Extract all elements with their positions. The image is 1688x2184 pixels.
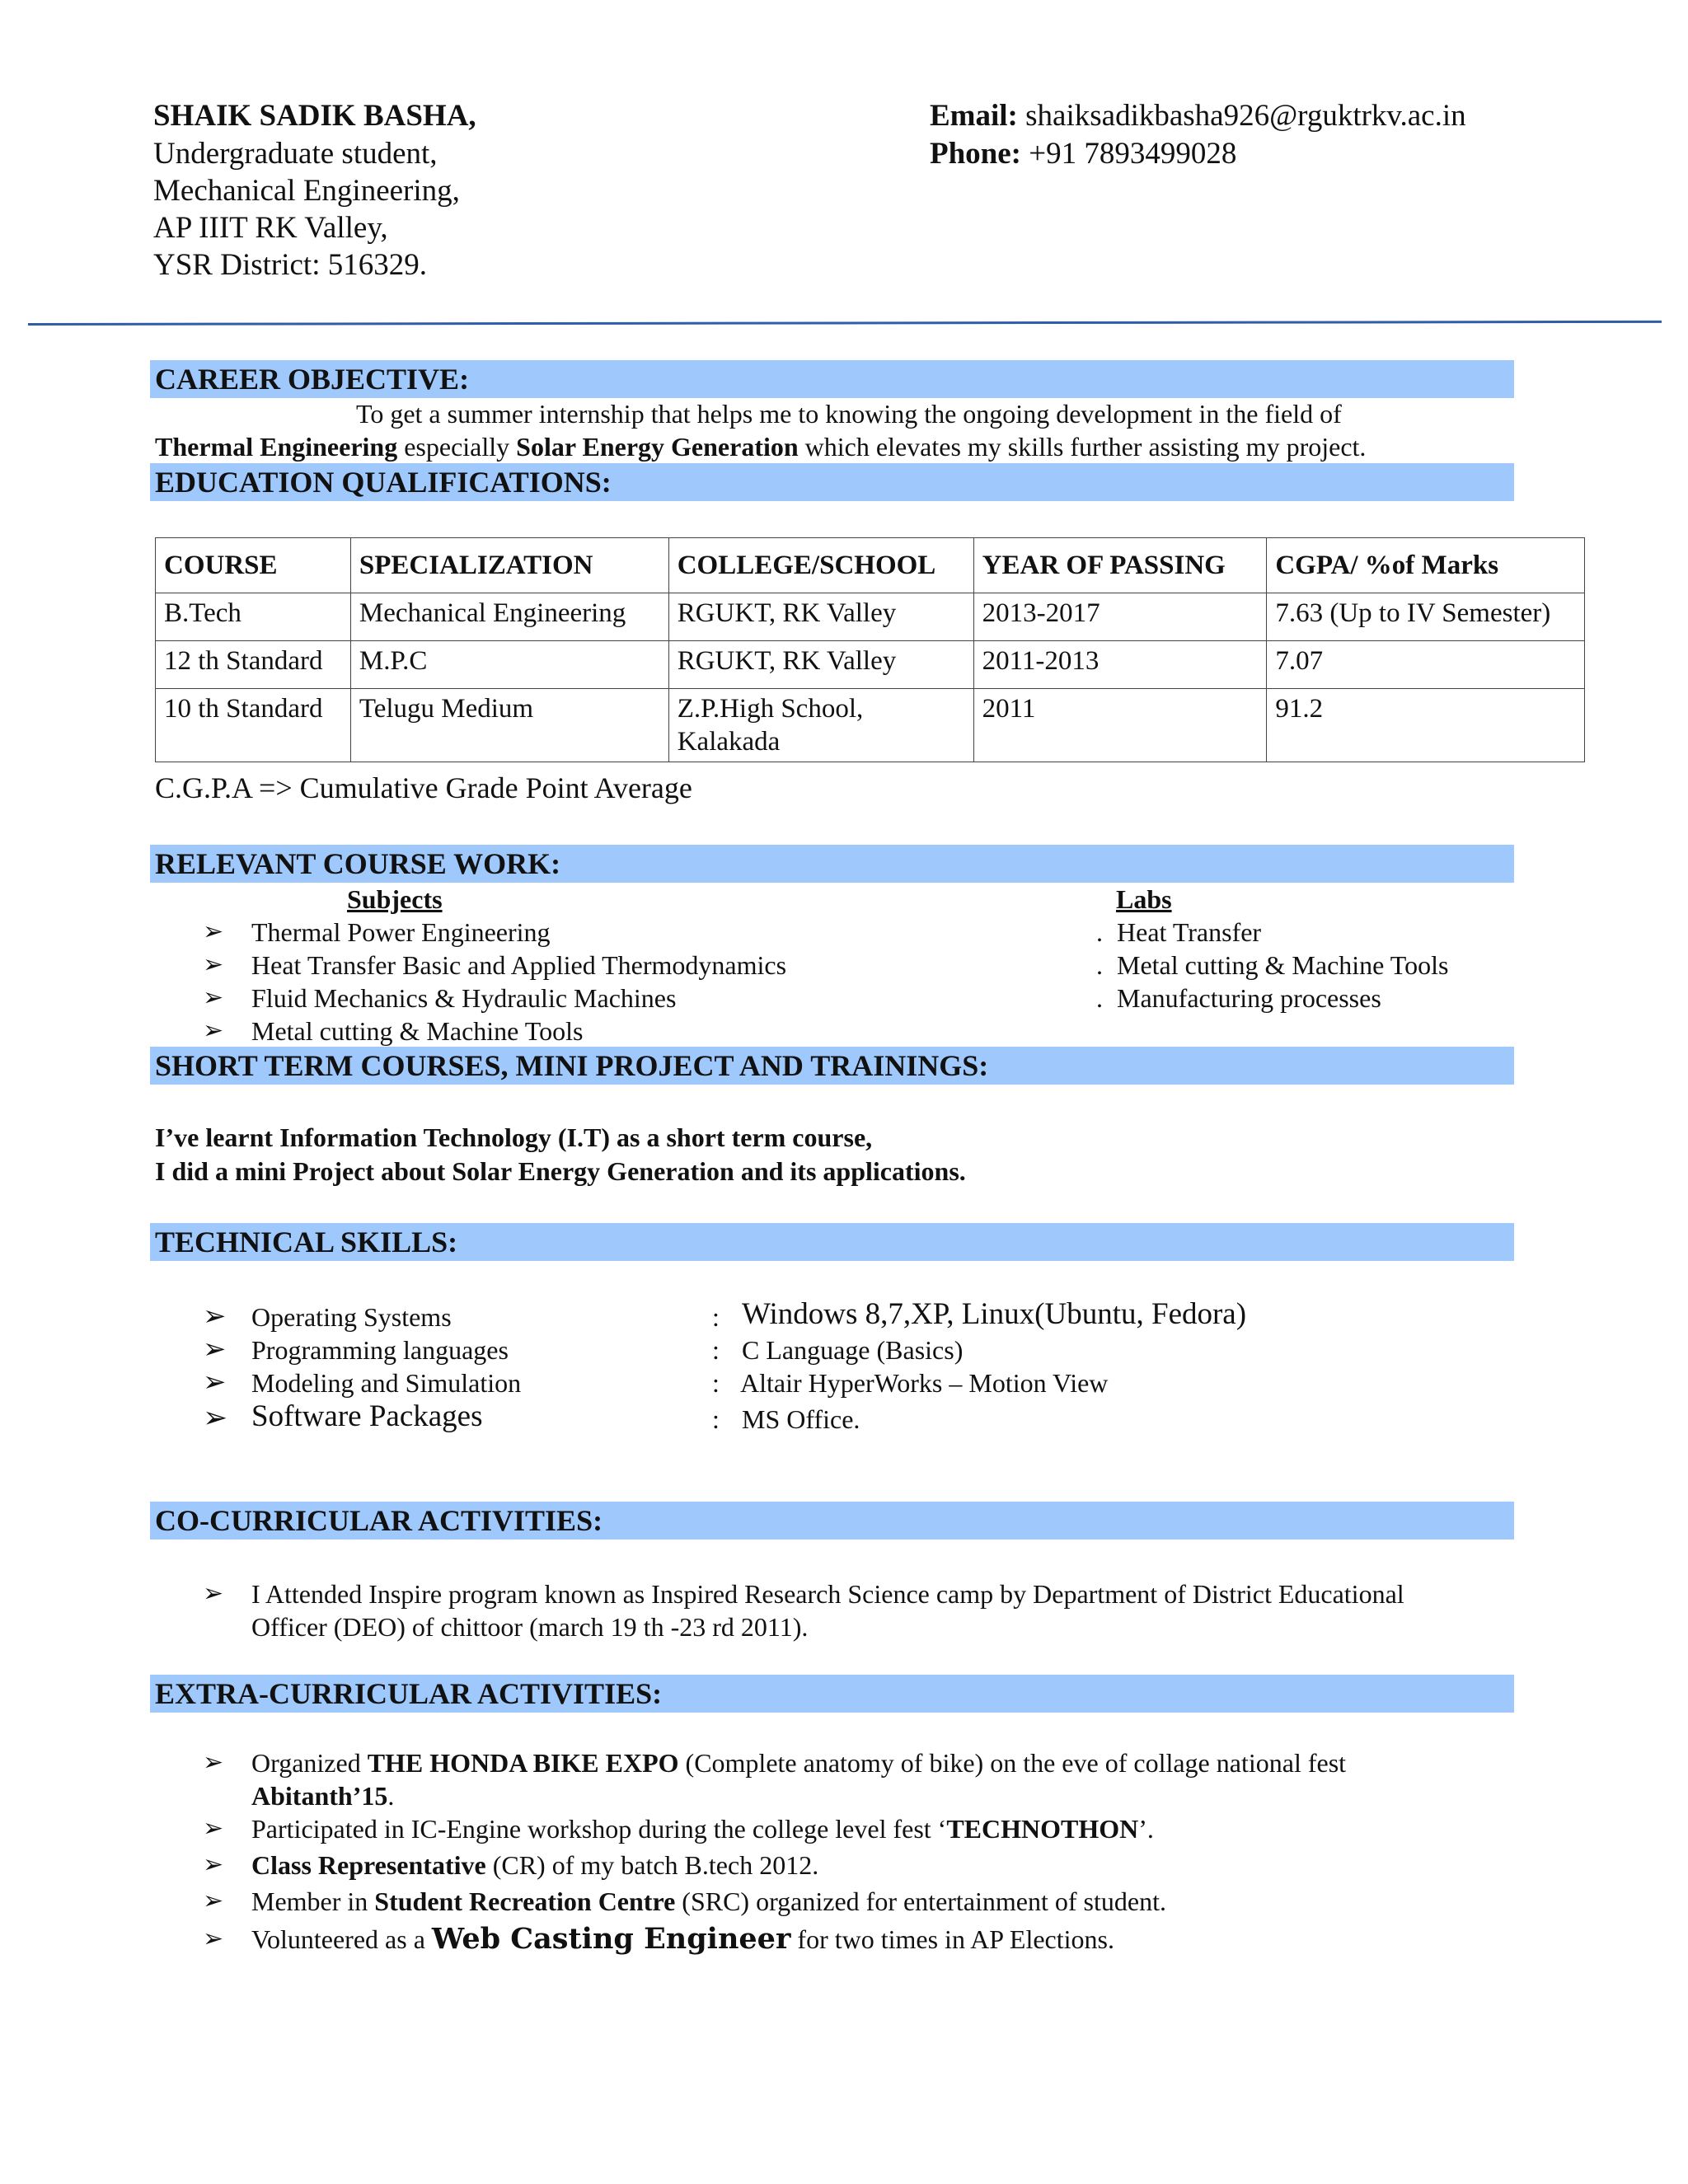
bullet-arrow-icon: ➢ [203,1017,224,1044]
text: ’. [1138,1814,1154,1844]
bullet-arrow-icon: ➢ [203,1887,224,1915]
short-term-line-2: I did a mini Project about Solar Energy Generation and its applications. [155,1156,966,1186]
address-line-3: AP IIIT RK Valley, [153,211,388,245]
table-cell: 7.07 [1267,641,1585,689]
lab-dot-icon: . [1096,983,1103,1013]
table-cell: 2013-2017 [973,593,1267,641]
section-co-curricular [150,1502,1514,1540]
table-cell: 7.63 (Up to IV Semester) [1267,593,1585,641]
phone-number: +91 7893499028 [1029,137,1237,171]
bullet-arrow-icon: ➢ [203,1815,224,1842]
bullet-arrow-icon: ➢ [203,918,224,945]
table-cell: 2011-2013 [973,641,1267,689]
co-curricular-line-1: I Attended Inspire program known as Inspired Research Science camp by Department of District Educational [251,1579,1404,1609]
email-link[interactable]: shaiksadikbasha926@rguktrkv.ac.in [1025,99,1466,133]
skill-value: MS Office. [742,1404,860,1434]
section-short-term [150,1047,1514,1085]
labs-title: Labs [1116,884,1172,914]
table-cell: 10 th Standard [156,689,351,762]
bullet-arrow-icon: ➢ [203,984,224,1011]
column-header: COURSE [156,538,351,593]
short-term-line-1: I’ve learnt Information Technology (I.T) as a short term course, [155,1122,873,1152]
extra-item-src [251,1885,1166,1918]
bullet-arrow-icon: ➢ [203,1925,224,1952]
table-row [156,689,1585,762]
section-extra-curricular [150,1675,1514,1713]
school-name: Z.P.High School, [677,694,864,724]
address-line-2: Mechanical Engineering, [153,174,460,208]
skill-label: Programming languages [251,1335,509,1365]
colon-separator: : [712,1335,720,1365]
extra-item-honda-expo [251,1746,1346,1779]
extra-item-web-casting [251,1923,1114,1956]
text: Organized [251,1748,368,1778]
skill-label: Modeling and Simulation [251,1368,522,1398]
text: Volunteered as a [251,1924,432,1954]
text: (SRC) organized for entertainment of student. [675,1886,1166,1916]
text: Participated in IC-Engine workshop during the college level fest ‘ [251,1814,947,1844]
skill-value: Windows 8,7,XP, Linux(Ubuntu, Fedora) [742,1297,1247,1331]
lab-dot-icon: . [1096,950,1103,980]
bold-text: Student Recreation Centre [374,1886,676,1916]
skill-value: C Language (Basics) [742,1335,964,1365]
bullet-arrow-icon: ➢ [203,1301,227,1332]
thermal-engineering-text: Thermal Engineering [155,432,398,462]
section-heading: CO-CURRICULAR ACTIVITIES: [155,1504,603,1537]
bullet-arrow-icon: ➢ [203,1580,224,1607]
skill-label: Operating Systems [251,1302,452,1332]
career-objective-line-1: To get a summer internship that helps me to knowing the ongoing development in the field of [356,399,1342,429]
skill-label: Software Packages [251,1399,483,1433]
table-cell: 12 th Standard [156,641,351,689]
subject-item: Fluid Mechanics & Hydraulic Machines [251,983,677,1013]
colon-separator: : [712,1368,720,1398]
extra-item-technothon [251,1812,1154,1845]
co-curricular-line-2: Officer (DEO) of chittoor (march 19 th -23 rd 2011). [251,1612,809,1642]
subjects-title: Subjects [347,884,443,914]
education-table [155,537,1585,762]
bullet-arrow-icon: ➢ [203,1334,227,1365]
text: for two times in AP Elections. [790,1924,1114,1954]
address-line-4: YSR District: 516329. [153,248,427,282]
section-heading: EXTRA-CURRICULAR ACTIVITIES: [155,1677,663,1710]
section-course-work [150,845,1514,883]
extra-item-honda-expo-cont [251,1779,394,1812]
text: . [387,1781,395,1811]
extra-item-class-rep [251,1849,818,1882]
email-row [930,97,1466,135]
section-education [150,463,1514,501]
bullet-arrow-icon: ➢ [203,1401,228,1434]
table-header-row [156,538,1585,593]
phone-row [930,135,1236,173]
career-rest-text: which elevates my skills further assisting my project. [798,432,1367,462]
bold-text: Class Representative [251,1850,486,1880]
skill-value: Altair HyperWorks – Motion View [740,1368,1109,1398]
section-career-objective [150,360,1514,398]
table-cell: RGUKT, RK Valley [668,641,973,689]
bold-text: TECHNOTHON [946,1814,1139,1844]
table-cell: Mechanical Engineering [350,593,668,641]
column-header: YEAR OF PASSING [973,538,1267,593]
solar-energy-text: Solar Energy Generation [516,432,799,462]
colon-separator: : [712,1404,720,1434]
colon-separator: : [712,1302,720,1332]
table-cell: B.Tech [156,593,351,641]
column-header: SPECIALIZATION [350,538,668,593]
address-line-1: Undergraduate student, [153,137,438,171]
column-header: COLLEGE/SCHOOL [668,538,973,593]
email-label: Email: [930,99,1018,133]
cgpa-note: C.G.P.A => Cumulative Grade Point Average [155,771,692,804]
table-cell: Telugu Medium [350,689,668,762]
table-cell: RGUKT, RK Valley [668,593,973,641]
column-header: CGPA/ %of Marks [1267,538,1585,593]
bold-text: Web Casting Engineer [431,1922,791,1956]
section-heading: TECHNICAL SKILLS: [155,1226,458,1258]
text: (CR) of my batch B.tech 2012. [485,1850,819,1880]
section-heading: RELEVANT COURSE WORK: [155,847,561,880]
lab-dot-icon: . [1096,917,1103,947]
bullet-arrow-icon: ➢ [203,1749,224,1776]
section-heading: CAREER OBJECTIVE: [155,363,470,396]
career-mid-text: especially [397,432,517,462]
bold-text: THE HONDA BIKE EXPO [367,1748,679,1778]
lab-item: Metal cutting & Machine Tools [1117,950,1449,980]
section-heading: EDUCATION QUALIFICATIONS: [155,466,612,499]
table-cell: 2011 [973,689,1267,762]
text: (Complete anatomy of bike) on the eve of collage national fest [678,1748,1347,1778]
section-technical-skills [150,1223,1514,1261]
phone-label: Phone: [930,137,1021,171]
header-divider [28,321,1662,326]
table-row [156,593,1585,641]
table-cell: 91.2 [1267,689,1585,762]
subject-item: Metal cutting & Machine Tools [251,1016,584,1046]
bullet-arrow-icon: ➢ [203,951,224,978]
candidate-name: SHAIK SADIK BASHA, [153,99,476,133]
bullet-arrow-icon: ➢ [203,1367,227,1398]
table-cell [668,689,973,762]
bold-text: Abitanth’15 [251,1781,388,1811]
career-objective-line-2 [155,430,1366,463]
bullet-arrow-icon: ➢ [203,1851,224,1878]
table-cell: M.P.C [350,641,668,689]
lab-item: Heat Transfer [1117,917,1262,947]
section-heading: SHORT TERM COURSES, MINI PROJECT AND TRAININGS: [155,1049,989,1082]
subject-item: Thermal Power Engineering [251,917,551,947]
text: Member in [251,1886,375,1916]
subject-item: Heat Transfer Basic and Applied Thermodynamics [251,950,787,980]
table-row [156,641,1585,689]
lab-item: Manufacturing processes [1117,983,1381,1013]
school-town: Kalakada [677,727,781,757]
